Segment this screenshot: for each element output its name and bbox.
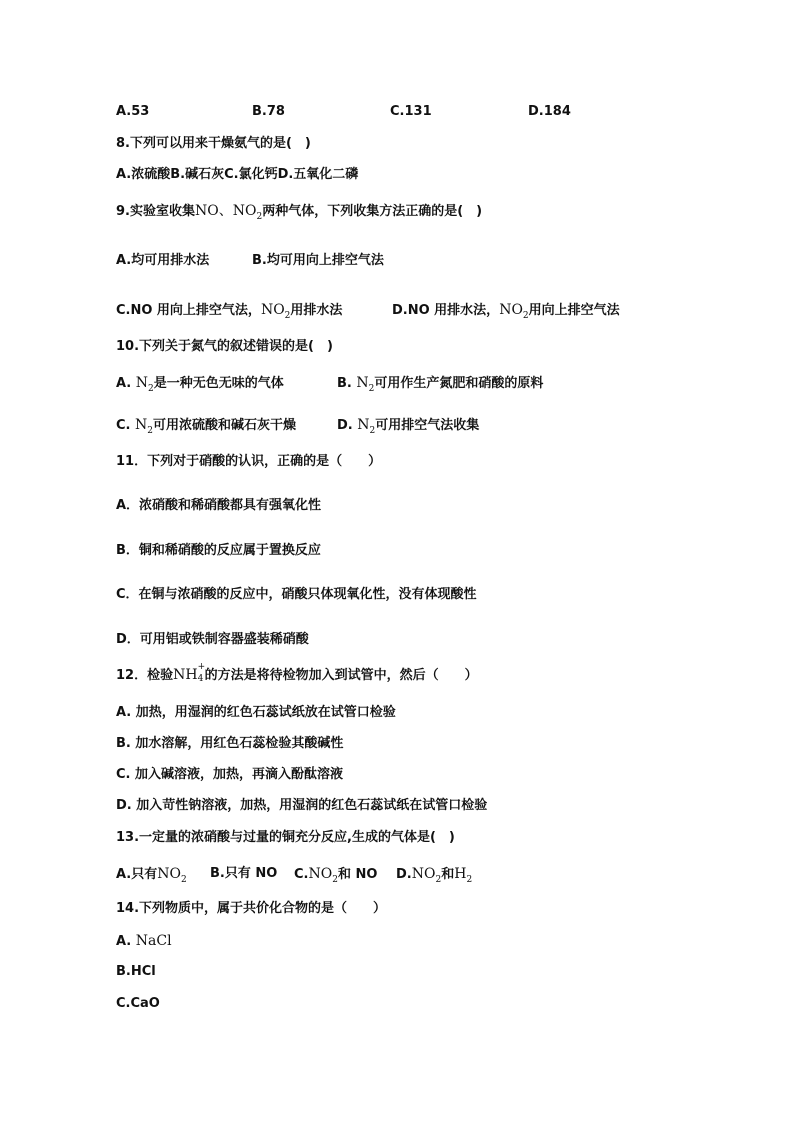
q14-stem: 14.下列物质中，属于共价化合物的是（ ）	[116, 901, 387, 916]
q9-stem	[116, 202, 482, 221]
q9-option-a: A.均可用排水法	[116, 253, 210, 268]
q9-stem-pre: 9.实验室收集	[116, 204, 195, 219]
q7-option-a: A.53	[116, 104, 150, 119]
q11-stem: 11．下列对于硝酸的认识，正确的是（ ）	[116, 454, 382, 469]
q14-option-a: A. NaCl	[116, 933, 172, 949]
q14-option-c: C.CaO	[116, 996, 160, 1011]
q13-option-c-formula: $NO_2$	[308, 866, 338, 885]
q8-stem: 8.下列可以用来干燥氨气的是( )	[116, 136, 311, 151]
q13-option-b: B.只有 NO	[210, 866, 278, 881]
q7-option-d: D.184	[528, 104, 571, 119]
q13-option-d-formula-1: $NO_2$	[411, 866, 442, 885]
q13-option-d-formula-2: $H_2$	[454, 866, 473, 885]
q11-option-d: D．可用铝或铁制容器盛装稀硝酸	[116, 632, 309, 647]
q9-stem-post: 两种气体，下列收集方法正确的是( )	[262, 204, 483, 219]
q14-option-a-formula: NaCl	[135, 933, 172, 949]
q11-option-a: A．浓硝酸和稀硝酸都具有强氧化性	[116, 498, 322, 513]
q12-option-d: D. 加入苛性钠溶液，加热，用湿润的红色石蕊试纸在试管口检验	[116, 798, 488, 813]
q11-option-b: B．铜和稀硝酸的反应属于置换反应	[116, 543, 321, 558]
q12-stem-formula: NH + 4	[173, 662, 206, 684]
q9-option-b: B.均可用向上排空气法	[252, 253, 384, 268]
q9-stem-formula: NO、$NO_2$	[194, 203, 263, 222]
q10-option-a-formula: $N_2$	[135, 375, 154, 394]
q10-stem: 10.下列关于氮气的叙述错误的是( )	[116, 339, 333, 354]
q9-option-d-formula: $NO_2$	[499, 302, 529, 321]
q9-option-d: D.NO 用排水法，$NO_2$用向上排空气法	[392, 302, 620, 321]
q13-option-d: $D.NO_2$和$H_2$	[396, 866, 473, 885]
q13-option-a: A.只有$NO_2$	[116, 866, 187, 885]
q13-option-a-formula: $NO_2$	[157, 866, 187, 885]
q12-option-c: C. 加入碱溶液，加热，再滴入酚酞溶液	[116, 767, 344, 782]
q13-option-c: $C.NO_2$和 NO	[294, 866, 378, 885]
q10-option-b: B. $N_2$可用作生产氮肥和硝酸的原料	[337, 375, 544, 394]
q9-option-c-formula: $NO_2$	[260, 302, 291, 321]
q10-option-d: D. $N_2$可用排空气法收集	[337, 417, 480, 436]
q7-option-b: B.78	[252, 104, 285, 119]
q10-option-c: C. $N_2$可用浓硫酸和碱石灰干燥	[116, 417, 297, 436]
q10-option-c-formula: $N_2$	[135, 417, 153, 436]
q10-option-d-formula: $N_2$	[357, 417, 376, 436]
q12-option-a: A. 加热，用湿润的红色石蕊试纸放在试管口检验	[116, 705, 396, 720]
q9-option-c: C.NO 用向上排空气法，$NO_2$用排水法	[116, 302, 343, 321]
q12-stem: 12．检验NH + 4 的方法是将待检物加入到试管中，然后（ ）	[116, 662, 478, 684]
q10-option-a: A. $N_2$是一种无色无味的气体	[116, 375, 284, 394]
q8-options: A.浓硫酸B.碱石灰C.氯化钙D.五氧化二磷	[116, 167, 359, 182]
q13-stem: 13.一定量的浓硝酸与过量的铜充分反应,生成的气体是( )	[116, 830, 455, 845]
q12-option-b: B. 加水溶解，用红色石蕊检验其酸碱性	[116, 736, 344, 751]
q14-option-b: B.HCl	[116, 964, 156, 979]
q10-option-b-formula: $N_2$	[356, 375, 375, 394]
q7-option-c: C.131	[390, 104, 432, 119]
q11-option-c: C．在铜与浓硝酸的反应中，硝酸只体现氧化性，没有体现酸性	[116, 587, 477, 602]
